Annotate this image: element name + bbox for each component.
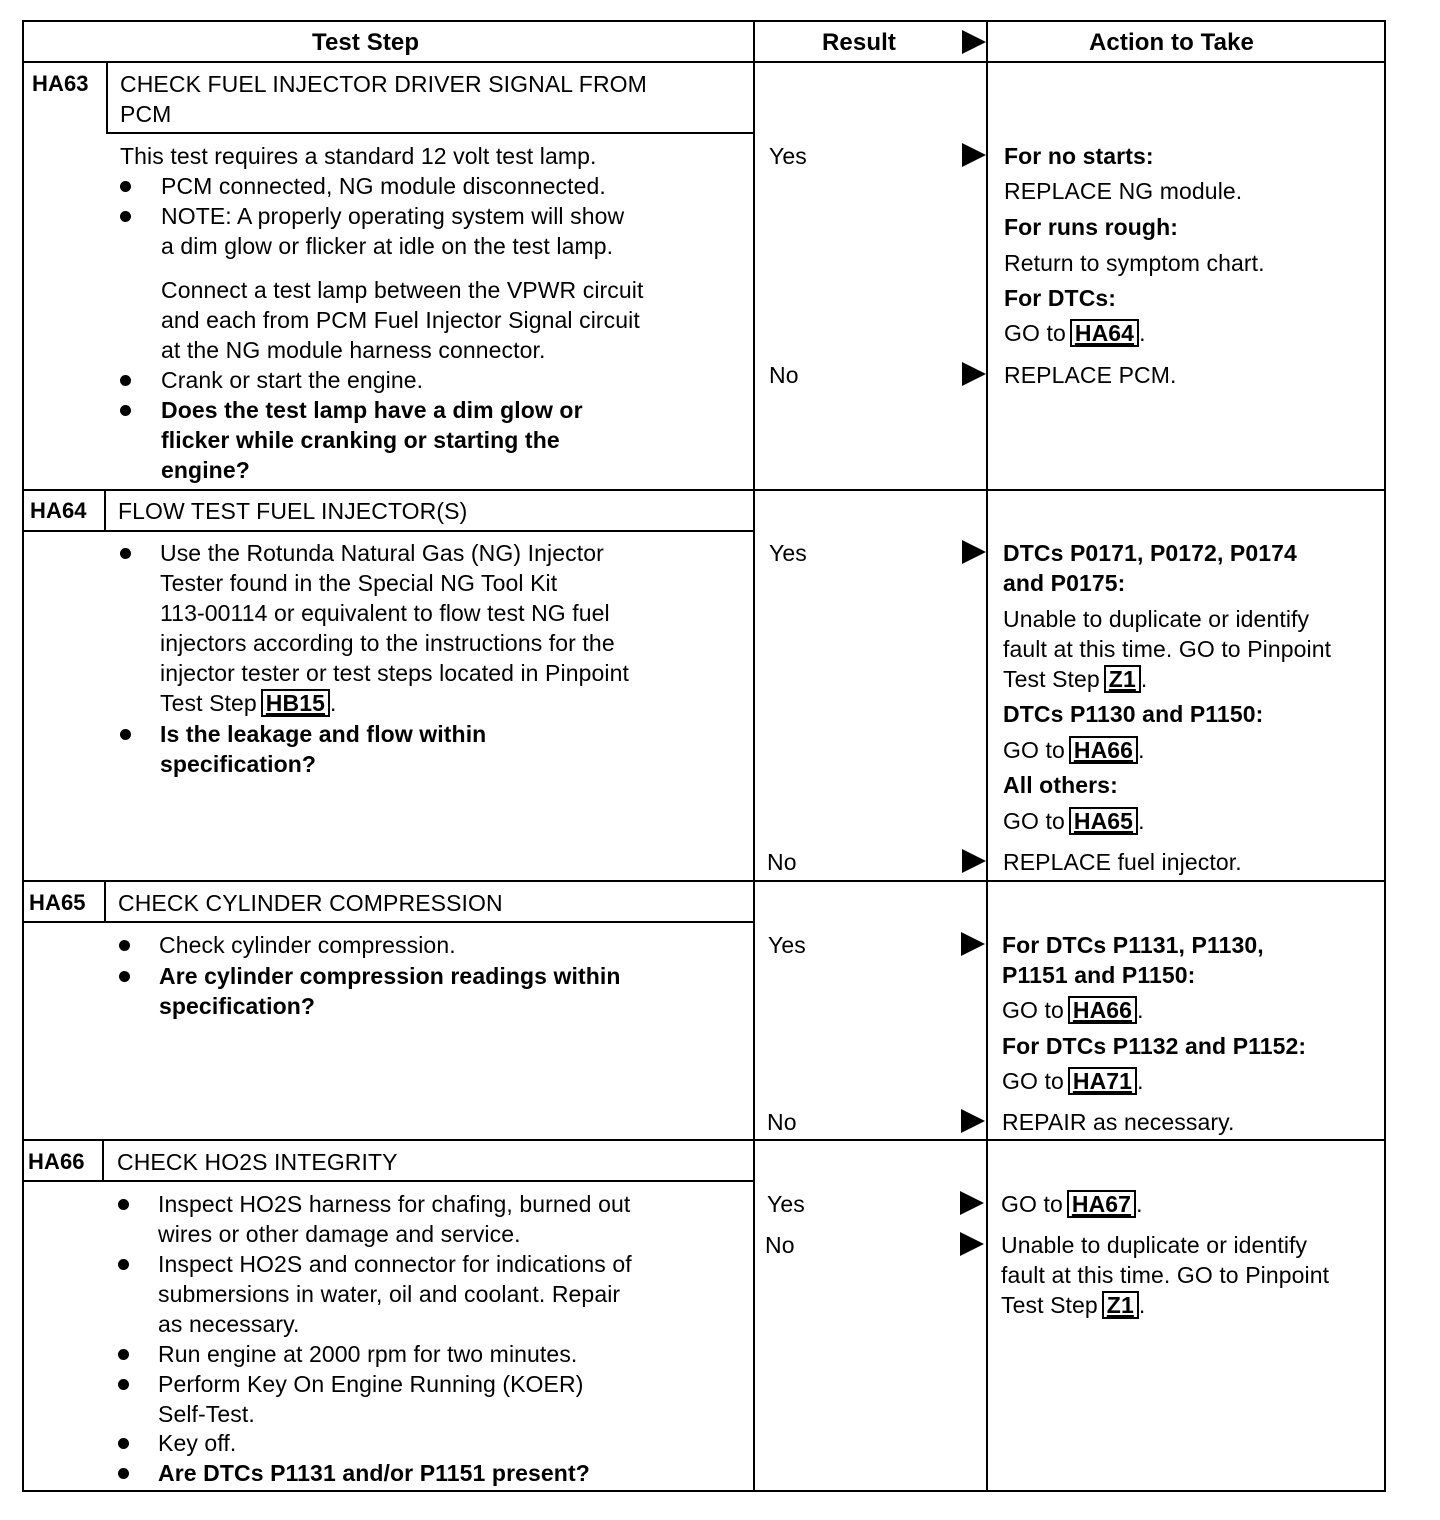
header-test-step: Test Step — [312, 29, 420, 56]
step-title: FLOW TEST FUEL INJECTOR(S) — [118, 498, 468, 524]
step-text: submersions in water, oil and coolant. Repair — [158, 1281, 621, 1307]
step-text: as necessary. — [158, 1311, 300, 1337]
step-reference-link[interactable]: HA66 — [1068, 996, 1137, 1024]
step-code: HA65 — [29, 890, 86, 915]
arrow-icon — [962, 30, 986, 54]
action-heading: For DTCs P1131, P1130, — [1002, 932, 1264, 958]
action-heading: For runs rough: — [1004, 214, 1178, 240]
result-yes: Yes — [768, 932, 806, 958]
action-text: fault at this time. GO to Pinpoint — [1001, 1262, 1330, 1288]
action-text: Unable to duplicate or identify — [1001, 1232, 1308, 1258]
action-text: REPLACE PCM. — [1004, 362, 1177, 388]
step-text: This test requires a standard 12 volt test lamp. — [120, 143, 597, 169]
arrow-icon — [962, 540, 986, 564]
action-goto: GO to HA66 . — [1002, 997, 1144, 1023]
action-text: GO to — [1001, 1191, 1063, 1217]
bullet-icon — [120, 548, 131, 559]
title-cell-bottom — [22, 530, 754, 532]
bullet-icon — [120, 375, 131, 386]
step-code: HA66 — [28, 1149, 85, 1174]
step-text: Run engine at 2000 rpm for two minutes. — [158, 1341, 578, 1367]
arrow-icon — [961, 1109, 985, 1133]
step-text: injector tester or test steps located in Pinpoint — [160, 660, 629, 686]
action-text: GO to — [1002, 1068, 1064, 1094]
step-question: engine? — [161, 457, 250, 483]
action-text: Test Step — [1003, 666, 1100, 692]
step-question: Is the leakage and flow within — [160, 721, 487, 747]
arrow-icon — [962, 143, 986, 167]
action-goto: Test Step Z1 . — [1001, 1292, 1146, 1318]
code-cell-divider — [102, 1139, 104, 1181]
action-text: GO to — [1002, 997, 1064, 1023]
arrow-icon — [962, 849, 986, 873]
action-heading: DTCs P0171, P0172, P0174 — [1003, 540, 1297, 566]
step-text: NOTE: A properly operating system will show — [161, 203, 625, 229]
action-text: GO to — [1003, 737, 1065, 763]
step-text: Test Step — [160, 690, 257, 716]
step-reference-link[interactable]: HA64 — [1070, 319, 1139, 347]
bullet-icon — [118, 1349, 129, 1360]
step-title: CHECK FUEL INJECTOR DRIVER SIGNAL FROM — [120, 71, 647, 97]
step-question: Are DTCs P1131 and/or P1151 present? — [158, 1460, 590, 1486]
step-question: Does the test lamp have a dim glow or — [161, 397, 583, 423]
title-cell-bottom — [106, 132, 754, 134]
code-cell-divider — [104, 489, 106, 531]
bullet-icon — [118, 1438, 129, 1449]
action-heading: For DTCs P1132 and P1152: — [1002, 1033, 1307, 1059]
step-reference-link[interactable]: HB15 — [261, 689, 330, 717]
header-result: Result — [822, 29, 896, 56]
code-cell-divider — [104, 880, 106, 922]
bullet-icon — [118, 1199, 129, 1210]
header-action: Action to Take — [1089, 29, 1254, 56]
step-question: specification? — [160, 751, 317, 777]
step-reference-link[interactable]: HA71 — [1068, 1067, 1137, 1095]
action-text: GO to — [1003, 808, 1065, 834]
action-text: GO to — [1004, 320, 1066, 346]
action-text: Return to symptom chart. — [1004, 250, 1265, 276]
action-goto: GO to HA64 . — [1004, 320, 1146, 346]
result-yes: Yes — [769, 143, 807, 169]
arrow-icon — [960, 1191, 984, 1215]
step-text: 113-00114 or equivalent to flow test NG fuel — [160, 600, 610, 626]
step-code: HA63 — [32, 71, 89, 96]
bullet-icon — [118, 1259, 129, 1270]
action-goto: Test Step Z1 . — [1003, 666, 1148, 692]
action-heading: and P0175: — [1003, 570, 1126, 596]
bullet-icon — [118, 1379, 129, 1390]
step-text: PCM connected, NG module disconnected. — [161, 173, 606, 199]
arrow-icon — [961, 932, 985, 956]
step-text: wires or other damage and service. — [158, 1221, 521, 1247]
step-text: Check cylinder compression. — [159, 932, 456, 958]
step-text: Connect a test lamp between the VPWR circuit — [161, 277, 644, 303]
action-text: Test Step — [1001, 1292, 1098, 1318]
result-no: No — [767, 1109, 797, 1135]
result-no: No — [767, 849, 797, 875]
row-divider — [22, 1139, 1386, 1141]
row-divider — [22, 489, 1386, 491]
step-title: CHECK CYLINDER COMPRESSION — [118, 890, 503, 916]
bullet-icon — [120, 729, 131, 740]
step-reference-link[interactable]: HA65 — [1069, 807, 1138, 835]
action-text: REPAIR as necessary. — [1002, 1109, 1235, 1135]
action-goto: GO to HA65 . — [1003, 808, 1145, 834]
step-reference-link[interactable]: Z1 — [1104, 665, 1141, 693]
result-no: No — [765, 1232, 795, 1258]
step-text: Tester found in the Special NG Tool Kit — [160, 570, 558, 596]
header-divider — [22, 61, 1386, 63]
arrow-icon — [960, 1232, 984, 1256]
action-heading: For no starts: — [1004, 143, 1154, 169]
step-text: a dim glow or flicker at idle on the test lamp. — [161, 233, 614, 259]
column-divider-action — [986, 20, 988, 1492]
action-text: fault at this time. GO to Pinpoint — [1003, 636, 1332, 662]
bullet-icon — [120, 211, 131, 222]
step-text: Inspect HO2S and connector for indications of — [158, 1251, 632, 1277]
step-question: specification? — [159, 993, 316, 1019]
step-text: Crank or start the engine. — [161, 367, 424, 393]
step-question: Are cylinder compression readings within — [159, 963, 621, 989]
action-text: REPLACE NG module. — [1004, 178, 1243, 204]
step-text: Key off. — [158, 1430, 237, 1456]
step-text: at the NG module harness connector. — [161, 337, 546, 363]
action-text: REPLACE fuel injector. — [1003, 849, 1242, 875]
code-cell-divider — [106, 61, 108, 133]
bullet-icon — [119, 971, 130, 982]
step-code: HA64 — [30, 498, 87, 523]
title-cell-bottom — [22, 1180, 754, 1182]
step-title: CHECK HO2S INTEGRITY — [117, 1149, 398, 1175]
action-text: Unable to duplicate or identify — [1003, 606, 1310, 632]
step-question: flicker while cranking or starting the — [161, 427, 560, 453]
action-heading: P1151 and P1150: — [1002, 962, 1196, 988]
bullet-icon — [120, 405, 131, 416]
row-divider — [22, 880, 1386, 882]
action-heading: For DTCs: — [1004, 285, 1117, 311]
result-yes: Yes — [769, 540, 807, 566]
action-heading: DTCs P1130 and P1150: — [1003, 701, 1264, 727]
action-goto: GO to HA71 . — [1002, 1068, 1144, 1094]
step-text: Self-Test. — [158, 1401, 255, 1427]
action-heading: All others: — [1003, 772, 1118, 798]
step-text: injectors according to the instructions for the — [160, 630, 615, 656]
arrow-icon — [962, 362, 986, 386]
column-divider-result — [753, 20, 755, 1492]
step-text-with-ref: Test Step HB15 . — [160, 690, 337, 716]
action-goto: GO to HA67 . — [1001, 1191, 1143, 1217]
result-yes: Yes — [767, 1191, 805, 1217]
step-reference-link[interactable]: HA67 — [1067, 1190, 1136, 1218]
step-text: Inspect HO2S harness for chafing, burned out — [158, 1191, 631, 1217]
result-no: No — [769, 362, 799, 388]
step-title: PCM — [120, 101, 172, 127]
step-text: Use the Rotunda Natural Gas (NG) Injector — [160, 540, 604, 566]
bullet-icon — [120, 181, 131, 192]
step-reference-link[interactable]: Z1 — [1102, 1291, 1139, 1319]
action-goto: GO to HA66 . — [1003, 737, 1145, 763]
bullet-icon — [118, 1468, 129, 1479]
title-cell-bottom — [22, 921, 754, 923]
step-text: Perform Key On Engine Running (KOER) — [158, 1371, 584, 1397]
step-reference-link[interactable]: HA66 — [1069, 736, 1138, 764]
bullet-icon — [119, 940, 130, 951]
step-text: and each from PCM Fuel Injector Signal circuit — [161, 307, 640, 333]
